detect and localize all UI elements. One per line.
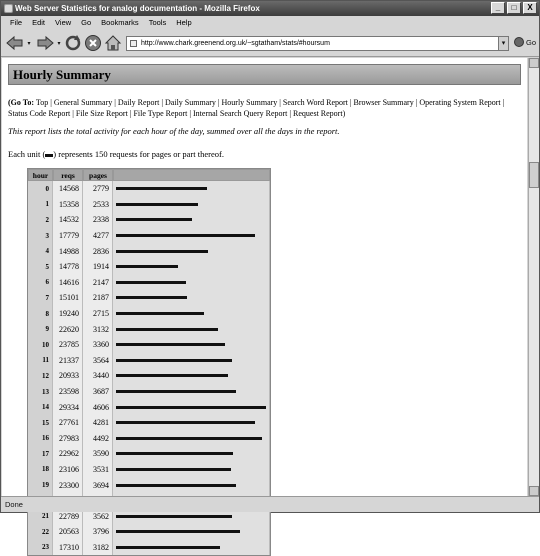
- pages-cell: 1914: [83, 259, 113, 275]
- pages-bar: [116, 406, 266, 409]
- unit-text-after: ) represents 150 requests for pages or part thereof.: [53, 149, 224, 159]
- page-favicon: [130, 40, 137, 47]
- menu-help[interactable]: Help: [176, 18, 192, 27]
- pages-bar: [116, 421, 255, 424]
- hour-cell: 17: [28, 446, 53, 462]
- link-browser-summary[interactable]: Browser Summary: [353, 98, 414, 107]
- column-header-pages: pages: [83, 169, 113, 181]
- goto-label: (Go To:: [8, 98, 35, 107]
- link-daily-report[interactable]: Daily Report: [117, 98, 160, 107]
- hour-cell: 22: [28, 524, 53, 540]
- bar-cell: [113, 353, 270, 369]
- table-row: [28, 321, 270, 337]
- pages-bar: [116, 328, 218, 331]
- back-button[interactable]: [5, 33, 25, 53]
- bar-cell: [113, 337, 270, 353]
- bar-cell: [113, 197, 270, 213]
- hour-cell: 14: [28, 399, 53, 415]
- home-icon: [104, 34, 122, 52]
- back-history-dropdown[interactable]: [25, 33, 33, 53]
- close-button[interactable]: X: [523, 2, 537, 14]
- bar-cell: [113, 431, 270, 447]
- stop-button[interactable]: [83, 33, 103, 53]
- pages-cell: 4281: [83, 415, 113, 431]
- pages-bar: [116, 312, 204, 315]
- go-button[interactable]: [514, 37, 536, 47]
- link-top[interactable]: Top: [35, 98, 49, 107]
- bar-cell: [113, 384, 270, 400]
- hour-cell: 11: [28, 353, 53, 369]
- chevron-down-icon: ▾: [27, 40, 31, 47]
- title-bar: [1, 1, 539, 16]
- reqs-cell: 14988: [53, 243, 83, 259]
- link-status-code-report[interactable]: Status Code Report: [8, 109, 71, 118]
- table-row: [28, 415, 270, 431]
- link-separator: |: [500, 98, 505, 107]
- hour-cell: 15: [28, 415, 53, 431]
- menu-view[interactable]: View: [55, 18, 72, 27]
- link-file-type-report[interactable]: File Type Report: [133, 109, 188, 118]
- link-separator: |: [159, 98, 166, 107]
- hour-cell: 16: [28, 431, 53, 447]
- page-heading: Hourly Summary: [8, 64, 521, 85]
- link-os-report[interactable]: Operating System Report: [419, 98, 501, 107]
- reload-icon: [64, 34, 82, 52]
- table-row: [28, 306, 270, 322]
- pages-bar: [116, 546, 220, 549]
- link-separator: |: [277, 98, 283, 107]
- hour-cell: 8: [28, 306, 53, 322]
- hour-cell: 19: [28, 477, 53, 493]
- pages-bar: [116, 296, 187, 299]
- pages-cell: 3531: [83, 462, 113, 478]
- bar-cell: [113, 540, 270, 556]
- table-row: [28, 368, 270, 384]
- hour-cell: 0: [28, 181, 53, 197]
- chevron-down-icon: ▾: [57, 40, 61, 47]
- pages-bar: [116, 250, 208, 253]
- pages-bar: [116, 343, 225, 346]
- table-header-row: [28, 169, 270, 181]
- bar-cell: [113, 446, 270, 462]
- unit-text-before: Each unit (: [8, 149, 46, 159]
- bar-cell: [113, 524, 270, 540]
- hour-cell: 18: [28, 462, 53, 478]
- pages-bar: [116, 187, 207, 190]
- link-separator: |: [112, 98, 118, 107]
- reqs-cell: 14778: [53, 259, 83, 275]
- link-separator: |: [70, 109, 76, 118]
- pages-cell: 2147: [83, 275, 113, 291]
- menu-bookmarks[interactable]: Bookmarks: [101, 18, 139, 27]
- forward-button[interactable]: [35, 33, 55, 53]
- hour-cell: 23: [28, 540, 53, 556]
- reqs-cell: 14568: [53, 181, 83, 197]
- forward-history-dropdown[interactable]: [55, 33, 63, 53]
- reqs-cell: 23300: [53, 477, 83, 493]
- reqs-cell: 14616: [53, 275, 83, 291]
- reqs-cell: 27983: [53, 431, 83, 447]
- pages-bar: [116, 234, 255, 237]
- chevron-down-icon: ▾: [501, 40, 506, 47]
- hour-cell: 7: [28, 290, 53, 306]
- pages-bar: [116, 359, 232, 362]
- bar-cell: [113, 228, 270, 244]
- table-row: [28, 446, 270, 462]
- hour-cell: 12: [28, 368, 53, 384]
- window-controls: [491, 2, 537, 14]
- bar-cell: [113, 399, 270, 415]
- table-row: [28, 275, 270, 291]
- reqs-cell: 23106: [53, 462, 83, 478]
- goto-links: [8, 97, 520, 119]
- table-row: [28, 477, 270, 493]
- pages-bar: [116, 390, 236, 393]
- bar-cell: [113, 181, 270, 197]
- link-general-summary[interactable]: General Summary: [53, 98, 113, 107]
- bar-cell: [113, 259, 270, 275]
- reload-button[interactable]: [63, 33, 83, 53]
- go-icon: [514, 37, 524, 47]
- pages-cell: 2187: [83, 290, 113, 306]
- link-hourly-summary[interactable]: Hourly Summary: [221, 98, 278, 107]
- table-row: [28, 259, 270, 275]
- bar-cell: [113, 368, 270, 384]
- table-row: [28, 384, 270, 400]
- table-row: [28, 290, 270, 306]
- bar-cell: [113, 477, 270, 493]
- table-row: [28, 243, 270, 259]
- hour-cell: 9: [28, 321, 53, 337]
- scroll-down-arrow[interactable]: [529, 486, 539, 496]
- pages-bar: [116, 515, 232, 518]
- reqs-cell: 20933: [53, 368, 83, 384]
- reqs-cell: 22789: [53, 508, 83, 524]
- pages-cell: 2836: [83, 243, 113, 259]
- hour-cell: 13: [28, 384, 53, 400]
- bar-cell: [113, 243, 270, 259]
- bar-cell: [113, 212, 270, 228]
- menu-file[interactable]: File: [10, 18, 23, 27]
- table-row: [28, 462, 270, 478]
- bar-cell: [113, 290, 270, 306]
- url-text: http://www.chark.greenend.org.uk/~sgtatham/stats/#hoursum: [141, 40, 330, 47]
- link-separator: |: [215, 98, 222, 107]
- link-search-word-report[interactable]: Search Word Report: [282, 98, 348, 107]
- link-separator: |: [287, 109, 294, 118]
- minimize-button[interactable]: _: [491, 2, 505, 14]
- window-title: Web Server Statistics for analog documentation - Mozilla Firefox: [15, 4, 260, 13]
- table-row: [28, 399, 270, 415]
- menu-edit[interactable]: Edit: [32, 18, 46, 27]
- link-separator: |: [127, 109, 134, 118]
- back-arrow-icon: [6, 35, 24, 51]
- table-row: [28, 197, 270, 213]
- pages-cell: 4277: [83, 228, 113, 244]
- table-row: [28, 431, 270, 447]
- pages-bar: [116, 484, 236, 487]
- pages-bar: [116, 530, 240, 533]
- pages-cell: 4606: [83, 399, 113, 415]
- pages-bar: [116, 437, 262, 440]
- bar-cell: [113, 275, 270, 291]
- link-daily-summary[interactable]: Daily Summary: [165, 98, 216, 107]
- pages-cell: 3562: [83, 508, 113, 524]
- reqs-cell: 27761: [53, 415, 83, 431]
- scrollbar-thumb[interactable]: [529, 162, 539, 188]
- hour-cell: 1: [28, 197, 53, 213]
- table-row: [28, 524, 270, 540]
- menu-bar: [1, 16, 539, 30]
- pages-cell: 3694: [83, 477, 113, 493]
- pages-bar: [116, 281, 186, 284]
- reqs-cell: 20563: [53, 524, 83, 540]
- menu-tools[interactable]: Tools: [148, 18, 167, 27]
- reqs-cell: 23785: [53, 337, 83, 353]
- firefox-icon: [4, 4, 13, 13]
- status-bar: [1, 496, 539, 512]
- pages-cell: 4492: [83, 431, 113, 447]
- link-separator: |: [187, 109, 193, 118]
- hour-cell: 21: [28, 508, 53, 524]
- table-row: [28, 353, 270, 369]
- maximize-button[interactable]: □: [507, 2, 521, 14]
- url-dropdown-button[interactable]: [498, 36, 509, 51]
- link-separator: |: [347, 98, 354, 107]
- bar-cell: [113, 462, 270, 478]
- navigation-toolbar: [1, 30, 539, 57]
- forward-arrow-icon: [36, 35, 54, 51]
- link-separator: |: [413, 98, 420, 107]
- table-row: [28, 540, 270, 556]
- column-header-hour: hour: [28, 169, 53, 181]
- column-header-reqs: reqs: [53, 169, 83, 181]
- pages-cell: 3440: [83, 368, 113, 384]
- bar-cell: [113, 306, 270, 322]
- link-internal-search-report[interactable]: Internal Search Query Report: [193, 109, 288, 118]
- reqs-cell: 22620: [53, 321, 83, 337]
- bar-cell: [113, 415, 270, 431]
- link-request-report[interactable]: Request Report: [293, 109, 343, 118]
- link-file-size-report[interactable]: File Size Report: [75, 109, 128, 118]
- pages-cell: 3360: [83, 337, 113, 353]
- pages-cell: 3564: [83, 353, 113, 369]
- reqs-cell: 23598: [53, 384, 83, 400]
- reqs-cell: 22962: [53, 446, 83, 462]
- link-separator: |: [48, 98, 54, 107]
- hour-cell: 3: [28, 228, 53, 244]
- reqs-cell: 19240: [53, 306, 83, 322]
- pages-bar: [116, 218, 192, 221]
- reqs-cell: 15358: [53, 197, 83, 213]
- bar-cell: [113, 321, 270, 337]
- hour-cell: 2: [28, 212, 53, 228]
- reqs-cell: 17310: [53, 540, 83, 556]
- pages-cell: 3182: [83, 540, 113, 556]
- reqs-cell: 15101: [53, 290, 83, 306]
- table-row: [28, 337, 270, 353]
- pages-cell: 2715: [83, 306, 113, 322]
- go-label: Go: [526, 37, 537, 47]
- table-row: [28, 212, 270, 228]
- home-button[interactable]: [103, 33, 123, 53]
- stop-icon: [84, 34, 102, 52]
- hour-cell: 5: [28, 259, 53, 275]
- pages-bar: [116, 265, 178, 268]
- pages-cell: 2533: [83, 197, 113, 213]
- reqs-cell: 21337: [53, 353, 83, 369]
- scroll-up-arrow[interactable]: [529, 58, 539, 68]
- vertical-scrollbar[interactable]: [528, 58, 539, 496]
- hour-cell: 6: [28, 275, 53, 291]
- pages-cell: 3590: [83, 446, 113, 462]
- hour-cell: 4: [28, 243, 53, 259]
- pages-cell: 3687: [83, 384, 113, 400]
- pages-bar: [116, 452, 233, 455]
- pages-bar: [116, 468, 231, 471]
- pages-bar: [116, 374, 228, 377]
- pages-bar: [116, 203, 198, 206]
- pages-cell: 2779: [83, 181, 113, 197]
- status-text: Done: [5, 500, 23, 509]
- hour-cell: 10: [28, 337, 53, 353]
- column-header-bar: [113, 169, 270, 181]
- pages-cell: 3796: [83, 524, 113, 540]
- table-row: [28, 181, 270, 197]
- unit-legend: [8, 149, 520, 159]
- address-bar[interactable]: [126, 36, 509, 51]
- goto-close-paren: ): [342, 109, 346, 118]
- pages-cell: 3132: [83, 321, 113, 337]
- menu-go[interactable]: Go: [81, 18, 92, 27]
- reqs-cell: 29334: [53, 399, 83, 415]
- reqs-cell: 17779: [53, 228, 83, 244]
- reqs-cell: 14532: [53, 212, 83, 228]
- table-row: [28, 228, 270, 244]
- report-description: This report lists the total activity for each hour of the day, summed over all the days in the report.: [8, 126, 340, 136]
- pages-cell: 2338: [83, 212, 113, 228]
